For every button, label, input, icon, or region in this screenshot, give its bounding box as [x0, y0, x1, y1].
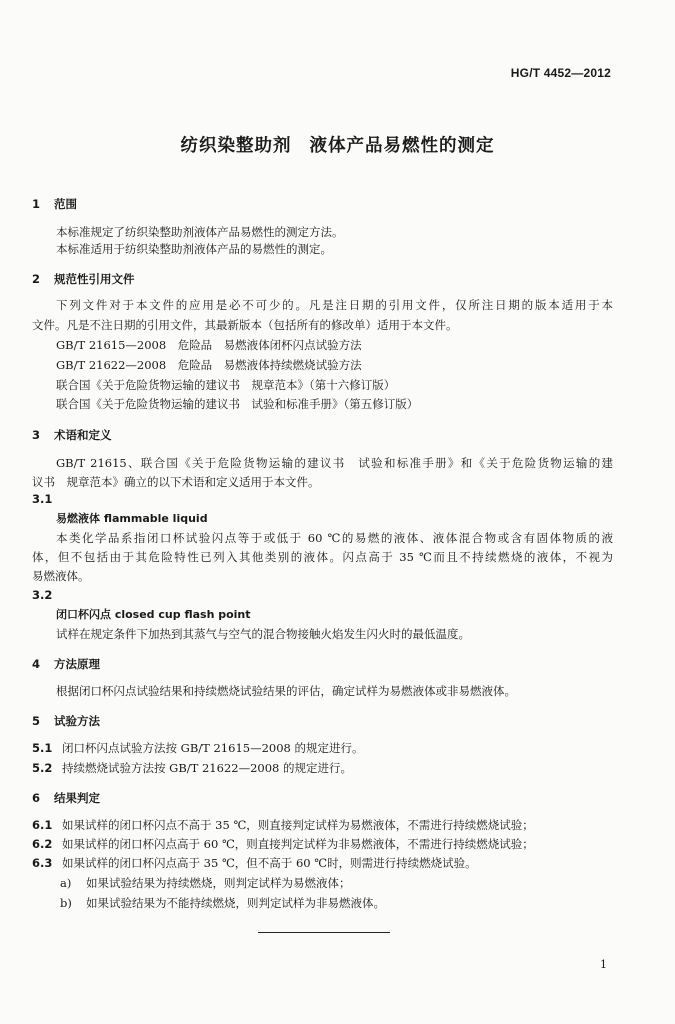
definition-3-1-line-2: 体，但不包括由于其危险特性已列入其他类别的液体。闪点高于 35 ℃而且不持续燃烧的液体，不视为 [32, 550, 613, 564]
clause-3-1-number: 3.1 [32, 492, 53, 506]
title-part-2: 液体产品易燃性的测定 [309, 136, 495, 156]
section-1-paragraph-1: 本标准规定了纺织染整助剂液体产品易燃性的测定方法。 [56, 225, 344, 239]
section-4-paragraph: 根据闭口杯闪点试验结果和持续燃烧试验结果的评估，确定试样为易燃液体或非易燃液体。 [56, 684, 516, 698]
section-2-paragraph-line-2: 文件。凡是不注日期的引用文件，其最新版本（包括所有的修改单）适用于本文件。 [32, 318, 458, 332]
page-title [0, 132, 675, 157]
clause-5-2: 5.2 持续燃烧试验方法按 GB/T 21622—2008 的规定进行。 [32, 761, 352, 775]
definition-3-1-line-1: 本类化学品系指闭口杯试验闪点等于或低于 60 ℃的易燃的液体、液体混合物或含有固体物质的液 [56, 531, 613, 545]
clause-6-1: 6.1 如果试样的闭口杯闪点不高于 35 ℃，则直接判定试样为易燃液体，不需进行持续燃烧试验； [32, 818, 534, 832]
page-number: 1 [600, 958, 607, 971]
reference-item: 联合国《关于危险货物运输的建议书 规章范本》（第十六修订版） [56, 378, 396, 392]
definition-3-2-line-1: 试样在规定条件下加热到其蒸气与空气的混合物接触火焰发生闪火时的最低温度。 [56, 627, 470, 641]
section-5-heading: 5 试验方法 [32, 714, 100, 728]
term-closed-cup-flash-point: 闭口杯闪点 closed cup flash point [56, 608, 251, 621]
clause-3-2-number: 3.2 [32, 588, 53, 602]
reference-item: GB/T 21622—2008 危险品 易燃液体持续燃烧试验方法 [56, 358, 362, 372]
clause-5-1: 5.1 闭口杯闪点试验方法按 GB/T 21615—2008 的规定进行。 [32, 741, 364, 755]
section-3-paragraph-line-1: GB/T 21615、联合国《关于危险货物运输的建议书 试验和标准手册》和《关于危险货物运输的建 [56, 456, 613, 470]
section-6-heading: 6 结果判定 [32, 791, 100, 805]
clause-6-2: 6.2 如果试样的闭口杯闪点高于 60 ℃，则直接判定试样为非易燃液体，不需进行持续燃烧试验； [32, 837, 534, 851]
end-rule [258, 932, 390, 933]
section-2-heading: 2 规范性引用文件 [32, 272, 135, 286]
list-item-a: a) 如果试验结果为持续燃烧，则判定试样为易燃液体； [60, 876, 351, 890]
section-1-paragraph-2: 本标准适用于纺织染整助剂液体产品的易燃性的测定。 [56, 242, 332, 256]
definition-3-1-line-3: 易燃液体。 [32, 569, 90, 583]
section-3-paragraph-line-2: 议书 规章范本》确立的以下术语和定义适用于本文件。 [32, 475, 320, 489]
section-4-heading: 4 方法原理 [32, 657, 100, 671]
section-1-heading: 1 范围 [32, 197, 77, 211]
section-3-heading: 3 术语和定义 [32, 428, 112, 442]
section-2-paragraph-line-1: 下列文件对于本文件的应用是必不可少的。凡是注日期的引用文件，仅所注日期的版本适用于本 [56, 298, 613, 312]
reference-item: 联合国《关于危险货物运输的建议书 试验和标准手册》（第五修订版） [56, 397, 419, 411]
clause-6-3: 6.3 如果试样的闭口杯闪点高于 35 ℃，但不高于 60 ℃时，则需进行持续燃烧试验。 [32, 856, 477, 870]
title-part-1: 纺织染整助剂 [180, 136, 292, 156]
list-item-b: b) 如果试验结果为不能持续燃烧，则判定试样为非易燃液体。 [60, 896, 385, 910]
standard-code: HG/T 4452—2012 [510, 66, 611, 80]
term-flammable-liquid: 易燃液体 flammable liquid [56, 512, 208, 525]
reference-item: GB/T 21615—2008 危险品 易燃液体闭杯闪点试验方法 [56, 338, 362, 352]
